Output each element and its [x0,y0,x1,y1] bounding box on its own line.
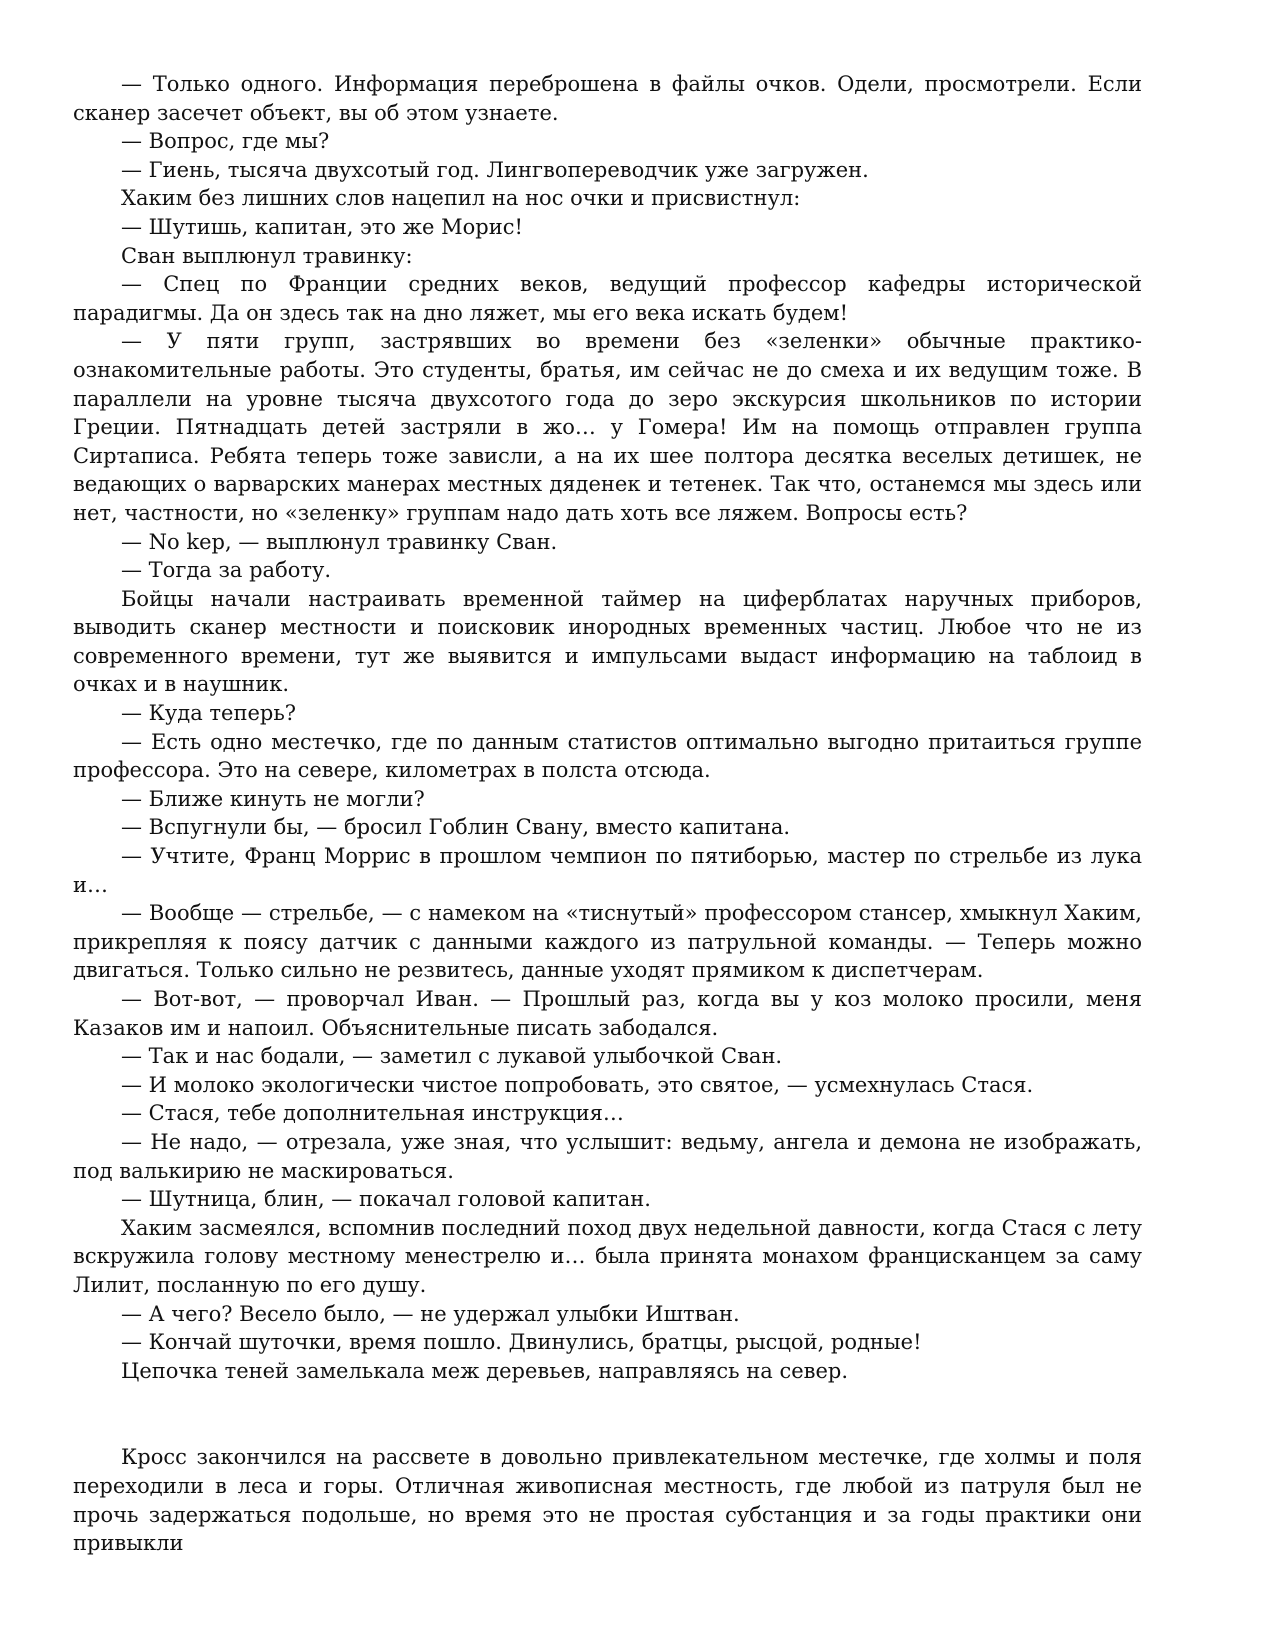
paragraph: — Тогда за работу. [121,558,331,583]
paragraph: — Вот-вот, — проворчал Иван. — Прошлый раз, когда вы у коз молоко просили, меня Казаков им и напоил. Объяснительные писать забодался. [73,987,1142,1040]
paragraph: Сван выплюнул травинку: [121,243,413,268]
section-break [73,1385,1142,1443]
paragraph: Кросс закончился на рассвете в довольно привлекательном местечке, где холмы и поля переходили в леса и горы. Отличная живописная местность, где любой из патруля был не прочь задержаться подольше, но время это не простая субстанция и за годы практики они привыкли [73,1445,1142,1556]
paragraph: — Кончай шуточки, время пошло. Двинулись, братцы, рысцой, родные! [121,1330,922,1355]
paragraph: — Вообще — стрельбе, — с намеком на «тиснутый» профессором стансер, хмыкнул Хаким, прикрепляя к поясу датчик с данными каждого из патрульной команды. — Теперь можно двигаться. Только сильно не резвитесь, данные уходят прямиком к диспетчерам. [73,901,1142,983]
document-page [73,70,1142,1558]
paragraph: — У пяти групп, застрявших во времени без «зеленки» обычные практико- ознакомительные работы. Это студенты, братья, им сейчас не до смеха и их ведущим тоже. В параллели на уровне тысяча двухсотого года до зеро экскурсия школьников по истории Греции. Пятнадцать детей застряли в жо… у Гомера! Им на помощь отправлен группа Сиртаписа. Ребята теперь тоже зависли, а на их шее полтора десятка веселых детишек, не ведающих о варварских манерах местных дяденек и тетенек. Так что, останемся мы здесь или нет, частности, но «зеленку» группам надо дать хоть все ляжем. Вопросы есть? [73,329,1142,525]
paragraph: — Шутница, блин, — покачал головой капитан. [121,1187,651,1212]
paragraph: Бойцы начали настраивать временной таймер на циферблатах наручных приборов, выводить сканер местности и поисковик инородных временных частиц. Любое что не из современного времени, тут же выявится и импульсами выдаст информацию на таблоид в очках и в наушник. [73,586,1142,697]
paragraph: — Так и нас бодали, — заметил с лукавой улыбочкой Сван. [121,1044,783,1069]
paragraph: — Куда теперь? [121,701,297,726]
paragraph: — Спец по Франции средних веков, ведущий профессор кафедры исторической парадигмы. Да он здесь так на дно ляжет, мы его века искать будем! [73,272,1142,325]
paragraph: — Учтите, Франц Моррис в прошлом чемпион по пятиборью, мастер по стрельбе из лука и… [73,844,1142,897]
paragraph: Хаким без лишних слов нацепил на нос очки и присвистнул: [121,186,801,211]
paragraph: — Только одного. Информация переброшена в файлы очков. Одели, просмотрели. Если сканер засечет объект, вы об этом узнаете. [73,72,1142,125]
paragraph: — Вспугнули бы, — бросил Гоблин Свану, вместо капитана. [121,815,791,840]
paragraph: Хаким засмеялся, вспомнив последний поход двух недельной давности, когда Стася с лету вскружила голову местному менестрелю и… была принята монахом францисканцем за саму Лилит, посланную по его душу. [73,1215,1142,1297]
paragraph: — Не надо, — отрезала, уже зная, что услышит: ведьму, ангела и демона не изображать, под валькирию не маскироваться. [73,1129,1142,1183]
paragraph: — Ближе кинуть не могли? [121,786,425,811]
paragraph: — Шутишь, капитан, это же Морис! [121,214,523,239]
paragraph: — И молоко экологически чистое попробовать, это святое, — усмехнулась Стася. [121,1072,1034,1097]
paragraph: — А чего? Весело было, — не удержал улыбки Иштван. [121,1301,740,1326]
paragraph: — Гиень, тысяча двухсотый год. Лингвопереводчик уже загружен. [121,157,869,182]
paragraph: — Есть одно местечко, где по данным статистов оптимально выгодно притаиться группе профессора. Это на севере, километрах в полста отсюда. [73,729,1142,783]
paragraph: — Стася, тебе дополнительная инструкция… [121,1101,624,1126]
paragraph: — No kep, — выплюнул травинку Сван. [121,529,558,554]
paragraph: Цепочка теней замелькала меж деревьев, направляясь на север. [121,1358,849,1383]
paragraph: — Вопрос, где мы? [121,129,330,154]
